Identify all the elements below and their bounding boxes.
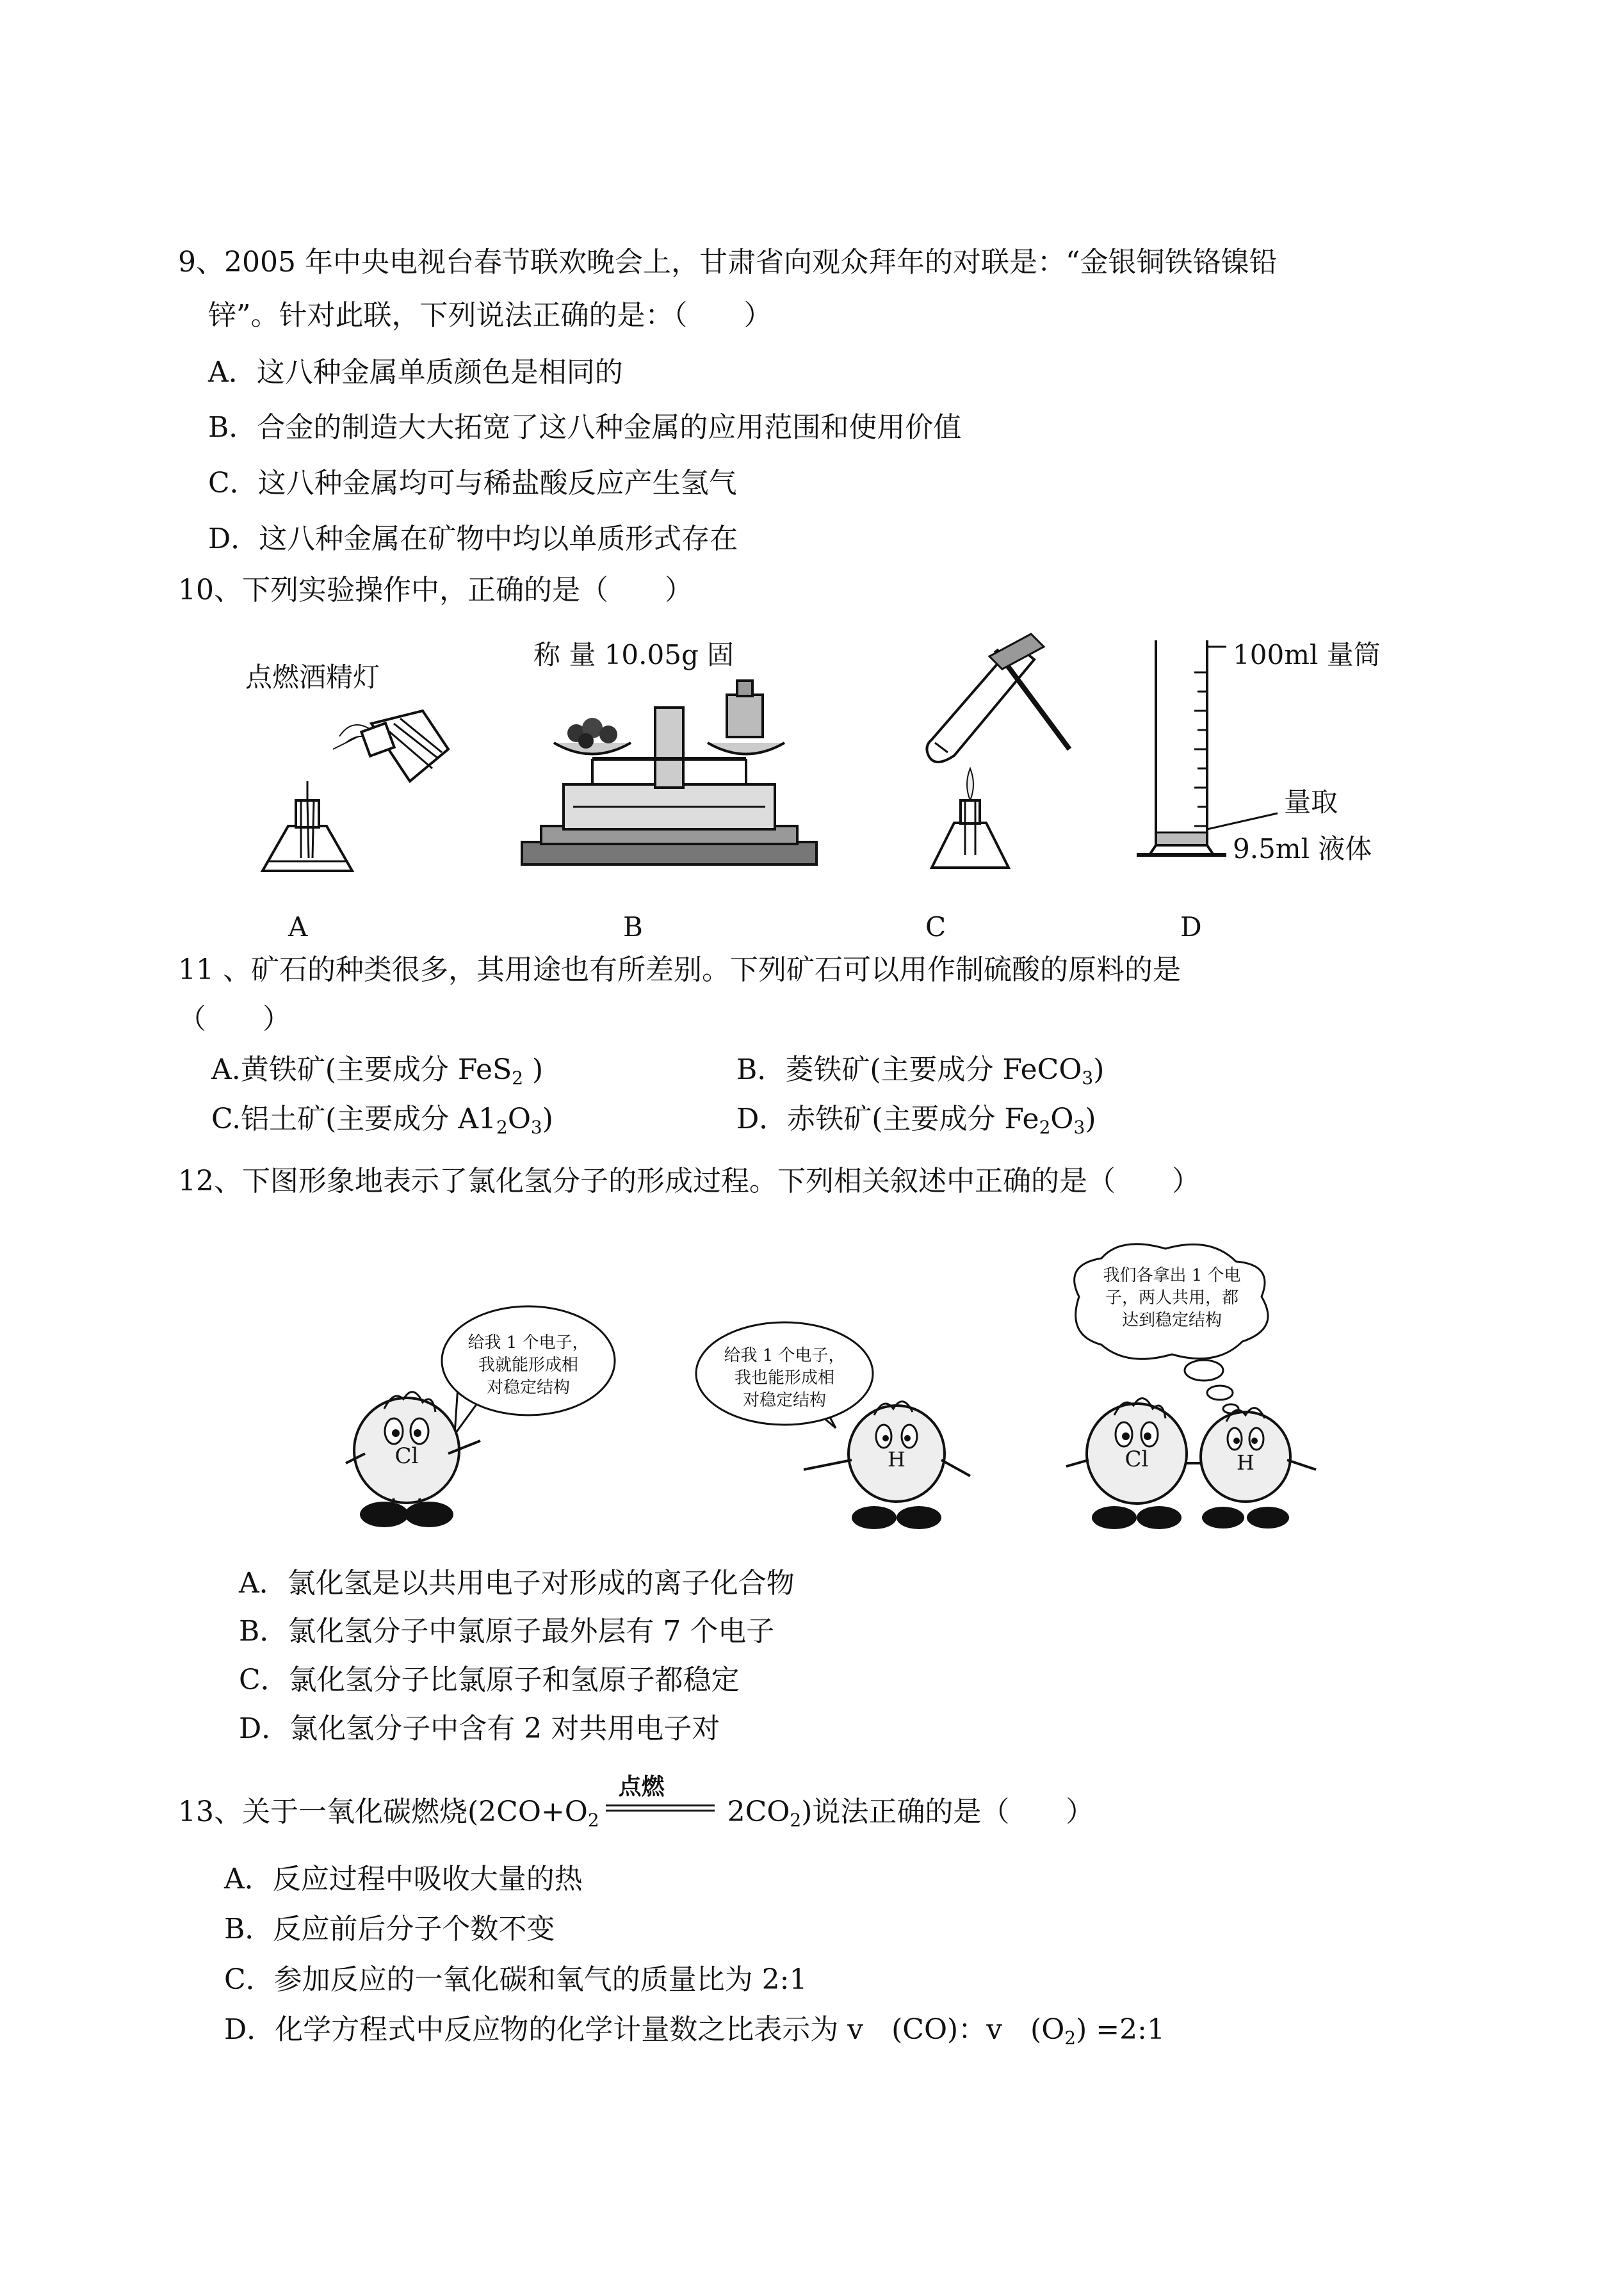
svg-text:对稳定结构: 对稳定结构 [742,1391,827,1410]
svg-text:Cl: Cl [1125,1447,1149,1472]
q12-option-b: B．氯化氢分子中氯原子最外层有 7 个电子 [239,1615,775,1648]
q10-option-c: C [925,911,946,943]
atom-h-label: H [888,1447,905,1472]
q11-option-c: C.铝土矿(主要成分 $A1_2O_3$) [211,1103,553,1138]
q9-option-c: C．这八种金属均可与稀盐酸反应产生氢气 [208,467,737,499]
svg-text:给我 1 个电子，: 给我 1 个电子， [724,1346,845,1365]
graduated-cylinder-figure [1137,634,1239,864]
q12-option-d: D．氯化氢分子中含有 2 对共用电子对 [239,1712,720,1745]
q10-option-d: D [1180,911,1202,943]
q12-stem: 12、下图形象地表示了氯化氢分子的形成过程。下列相关叙述中正确的是（ ） [178,1165,1200,1197]
hcl-molecule-cartoon [1063,1239,1364,1537]
q13-option-d: D．化学方程式中反应物的化学计量数之比表示为 v (CO)：v $(O_2)$ =2:1 [224,2013,1165,2048]
q11-option-a: A.黄铁矿(主要成分 FeS$_2$ ) [211,1053,544,1089]
q13-option-b: B．反应前后分子个数不变 [224,1913,555,1945]
q12-option-c: C．氯化氢分子比氯原子和氢原子都稳定 [239,1664,740,1696]
svg-text:我也能形成相: 我也能形成相 [734,1368,835,1388]
svg-text:我就能形成相: 我就能形成相 [478,1356,579,1375]
svg-text:H: H [1237,1450,1255,1475]
q11-option-b: B．菱铁矿(主要成分 FeCO$_3$) [736,1053,1105,1089]
q10-stem: 10、下列实验操作中，正确的是（ ） [178,574,693,606]
svg-text:对稳定结构: 对稳定结构 [486,1378,571,1397]
hydrogen-atom-cartoon [688,1322,989,1537]
q13-option-a: A．反应过程中吸收大量的热 [224,1863,583,1895]
balance-figure [522,669,816,868]
q10-label-d2: 量取 [1284,786,1338,818]
q13-stem: 13、关于一氧化碳燃烧($2CO+O_2$ 点燃 $2CO_2$)说法正确的是（ ） [178,1793,1094,1840]
q11-stem-line1: 11 、矿石的种类很多，其用途也有所差别。下列矿石可以用作制硫酸的原料的是 [178,953,1181,986]
q9-option-a: A．这八种金属单质颜色是相同的 [208,356,623,389]
reaction-condition: 点燃 [618,1773,665,1800]
svg-text:我们各拿出 1 个电: 我们各拿出 1 个电 [1103,1266,1241,1285]
chlorine-atom-cartoon [346,1306,679,1537]
q10-option-a: A [288,911,308,943]
q9-stem-line2: 锌”。针对此联，下列说法正确的是：（ ） [208,299,772,332]
q9-stem-line1: 9、2005 年中央电视台春节联欢晚会上，甘肃省向观众拜年的对联是：“金银铜铁铬镍铅 [178,246,1278,279]
q10-label-d1: 100ml 量筒 [1233,639,1381,670]
svg-text:子，两人共用，都: 子，两人共用，都 [1105,1288,1239,1308]
q10-label-b: 称 量 10.05g 固 [533,639,735,670]
svg-text:给我 1 个电子，: 给我 1 个电子， [467,1333,589,1352]
q9-option-b: B．合金的制造大大拓宽了这八种金属的应用范围和使用价值 [208,411,962,444]
q10-label-a: 点燃酒精灯 [245,661,380,693]
atom-cl-label: Cl [394,1443,419,1469]
svg-text:达到稳定结构: 达到稳定结构 [1121,1311,1222,1330]
q11-option-d: D．赤铁矿(主要成分 $Fe_2O_3$) [736,1103,1096,1138]
q13-option-c: C．参加反应的一氧化碳和氧气的质量比为 2:1 [224,1963,808,1996]
q11-stem-line2: （ ） [178,1003,291,1035]
q12-option-a: A．氯化氢是以共用电子对形成的离子化合物 [239,1567,795,1600]
q10-option-b: B [623,911,643,943]
test-tube-heating-figure [919,631,1079,874]
q9-option-d: D．这八种金属在矿物中均以单质形式存在 [208,523,738,555]
q10-label-d3: 9.5ml 液体 [1233,833,1372,864]
alcohol-lamp-lighting-figure [250,698,455,877]
